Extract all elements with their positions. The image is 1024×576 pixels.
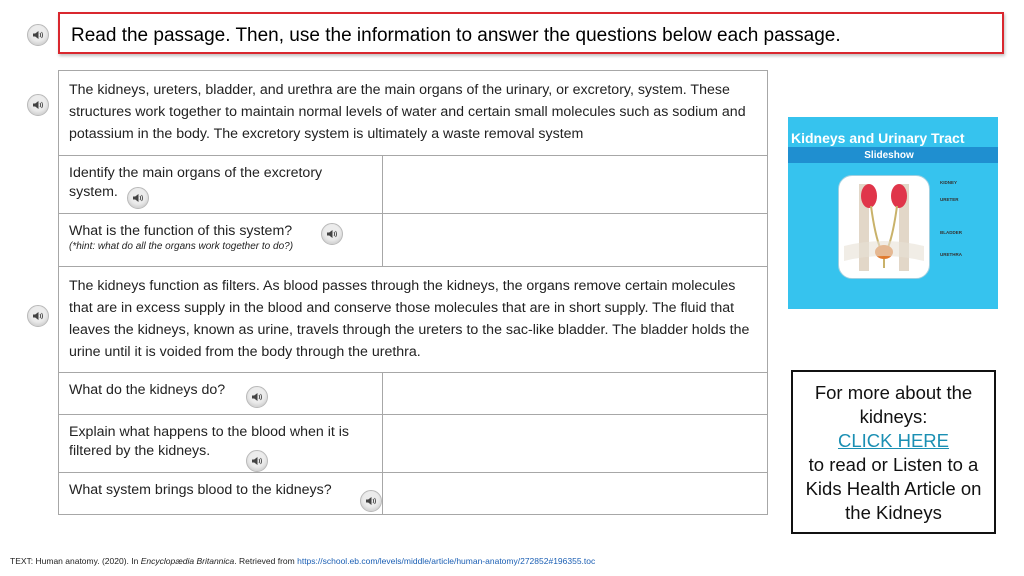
- question-cell: [59, 373, 383, 414]
- click-here-link[interactable]: CLICK HERE: [837, 430, 950, 451]
- label-urethra: URETHRA: [940, 252, 962, 257]
- answer-cell[interactable]: [383, 373, 767, 414]
- instruction-box: [58, 12, 1004, 54]
- thumbnail-subtitle: Slideshow: [864, 150, 914, 161]
- source-citation: [10, 556, 595, 566]
- citation-prefix: TEXT: Human anatomy. (2020). In: [10, 556, 141, 566]
- slideshow-thumbnail[interactable]: [788, 117, 998, 309]
- audio-button-question-2[interactable]: [321, 223, 343, 245]
- label-kidney: KIDNEY: [940, 180, 958, 185]
- anatomy-illustration: [838, 175, 930, 279]
- audio-button-question-1[interactable]: [127, 187, 149, 209]
- question-text: What system brings blood to the kidneys?: [69, 482, 332, 498]
- question-row: [59, 372, 767, 414]
- hint-text: (*hint: what do all the organs work together to do?): [69, 241, 294, 252]
- audio-button-instruction[interactable]: [27, 24, 49, 46]
- thumbnail-title: Kidneys and Urinary Tract: [791, 130, 965, 146]
- answer-cell[interactable]: [383, 415, 767, 472]
- question-cell: [59, 415, 383, 472]
- instruction-text: Read the passage. Then, use the information to answer the questions below each passage.: [71, 25, 841, 46]
- worksheet-table: [58, 70, 768, 515]
- question-row: [59, 472, 767, 514]
- question-text: Explain what happens to the blood when it is filtered by the kidneys.: [69, 424, 349, 459]
- question-row: [59, 213, 767, 266]
- question-row: [59, 155, 767, 213]
- question-text: What do the kidneys do?: [69, 382, 226, 398]
- passage-row: [59, 266, 767, 372]
- passage-text: The kidneys function as filters. As blood passes through the kidneys, the organs remove certain molecules that are in excess supply in the blood and conserve those molecules that are in short supply. The fluid that leaves the kidneys, known as urine, travels through the ureters to the sac-like bladder. The bladder holds the urine until it is voided from the body through the urethra.: [69, 278, 750, 360]
- audio-button-passage-1[interactable]: [27, 94, 49, 116]
- question-cell: [59, 214, 383, 266]
- question-row: [59, 414, 767, 472]
- answer-cell[interactable]: [383, 214, 767, 266]
- audio-button-question-4[interactable]: [246, 450, 268, 472]
- more-info-line2: to read or Listen to a Kids Health Article on the Kidneys: [805, 454, 982, 523]
- speaker-icon: [251, 455, 263, 467]
- speaker-icon: [32, 29, 44, 41]
- question-cell: [59, 473, 383, 514]
- speaker-icon: [132, 192, 144, 204]
- speaker-icon: [32, 99, 44, 111]
- citation-url-link[interactable]: https://school.eb.com/levels/middle/article/human-anatomy/272852#196355.toc: [297, 556, 596, 566]
- passage-text: The kidneys, ureters, bladder, and urethra are the main organs of the urinary, or excretory, system. These structures work together to maintain normal levels of water and certain small molecules such as sodium and potassium in the body. The excretory system is ultimately a waste removal system: [69, 82, 746, 142]
- speaker-icon: [251, 391, 263, 403]
- speaker-icon: [365, 495, 377, 507]
- passage-row: [59, 71, 767, 155]
- answer-cell[interactable]: [383, 473, 767, 514]
- question-text: Identify the main organs of the excretory system.: [69, 165, 323, 200]
- label-bladder: BLADDER: [940, 230, 962, 235]
- more-info-box: [791, 370, 996, 534]
- speaker-icon: [32, 310, 44, 322]
- citation-middle: . Retrieved from: [234, 556, 298, 566]
- question-cell: [59, 156, 383, 213]
- audio-button-question-3[interactable]: [246, 386, 268, 408]
- audio-button-question-5[interactable]: [360, 490, 382, 512]
- audio-button-passage-2[interactable]: [27, 305, 49, 327]
- more-info-line1: For more about the kidneys:: [814, 382, 973, 427]
- citation-work: Encyclopædia Britannica: [140, 556, 235, 566]
- question-text: What is the function of this system?: [69, 223, 293, 239]
- speaker-icon: [326, 228, 338, 240]
- label-ureter: URETER: [940, 197, 959, 202]
- answer-cell[interactable]: [383, 156, 767, 213]
